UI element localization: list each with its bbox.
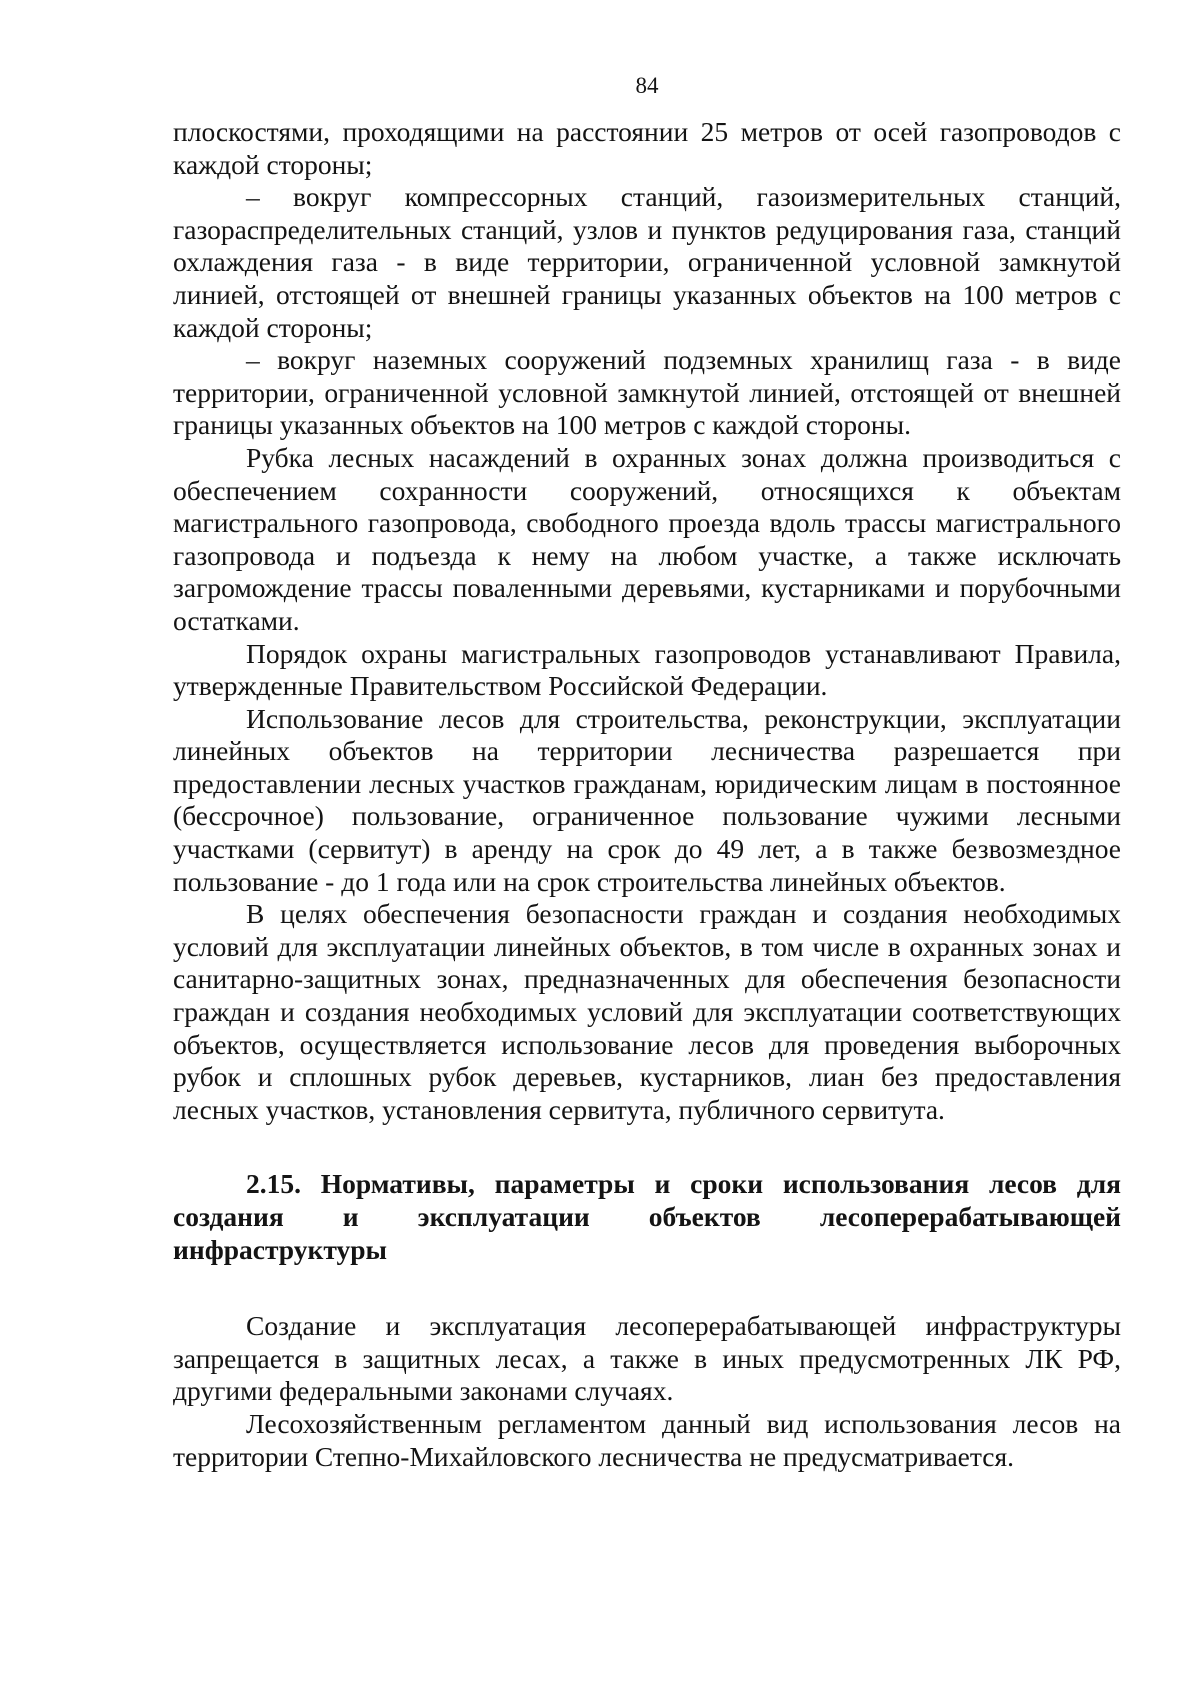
section-heading: 2.15. Нормативы, параметры и сроки использования лесов для создания и эксплуатации объектов лесоперерабатывающей инфраструктуры	[173, 1168, 1121, 1265]
list-item-compressor-stations: – вокруг компрессорных станций, газоизмерительных станций, газораспределительных станций, узлов и пунктов редуцирования газа, станций охлаждения газа - в виде территории, ограниченной условной замкнутой линией, отстоящей от внешней границы указанных объектов на 100 метров с каждой стороны;	[173, 181, 1121, 343]
page-number: 84	[635, 73, 659, 98]
paragraph-continuation: плоскостями, проходящими на расстоянии 25 метров от осей газопроводов с каждой стороны;	[173, 116, 1121, 180]
paragraph-logging-in-zones: Рубка лесных насаждений в охранных зонах должна производиться с обеспечением сохранности сооружений, относящихся к объектам магистрального газопровода, свободного проезда вдоль трассы магистрального газопровода и подъезда к нему на любом участке, а также исключать загромождение трассы поваленными деревьями, кустарниками и порубочными остатками.	[173, 441, 1121, 636]
paragraph-safety-purposes: В целях обеспечения безопасности граждан и создания необходимых условий для эксплуатации линейных объектов, в том числе в охранных зонах и санитарно-защитных зонах, предназначенных для обеспечения безопасности граждан и создания необходимых условий для эксплуатации соответствующих объектов, осуществляется использование лесов для проведения выборочных рубок и сплошных рубок деревьев, кустарников, лиан без предоставления лесных участков, установления сервитута, публичного сервитута.	[173, 898, 1121, 1125]
paragraph-protection-rules: Порядок охраны магистральных газопроводов устанавливают Правила, утвержденные Правительством Российской Федерации.	[173, 637, 1121, 702]
paragraph-linear-objects-use: Использование лесов для строительства, реконструкции, эксплуатации линейных объектов на территории лесничества разрешается при предоставлении лесных участков гражданам, юридическим лицам в постоянное (бессрочное) пользование, ограниченное пользование чужими лесными участками (сервитут) в аренду на срок до 49 лет, а в также безвозмездное пользование - до 1 года или на срок строительства линейных объектов.	[173, 702, 1121, 897]
list-item-storage-facilities: – вокруг наземных сооружений подземных хранилищ газа - в виде территории, ограниченной условной замкнутой линией, отстоящей от внешней границы указанных объектов на 100 метров с каждой стороны.	[173, 344, 1121, 441]
paragraph-infrastructure-prohibited: Создание и эксплуатация лесоперерабатывающей инфраструктуры запрещается в защитных лесах, а также в иных предусмотренных ЛК РФ, другими федеральными законами случаях.	[173, 1310, 1121, 1407]
document-page	[173, 70, 1121, 1473]
paragraph-not-provided: Лесохозяйственным регламентом данный вид использования лесов на территории Степно-Михайловского лесничества не предусматривается.	[173, 1407, 1121, 1472]
